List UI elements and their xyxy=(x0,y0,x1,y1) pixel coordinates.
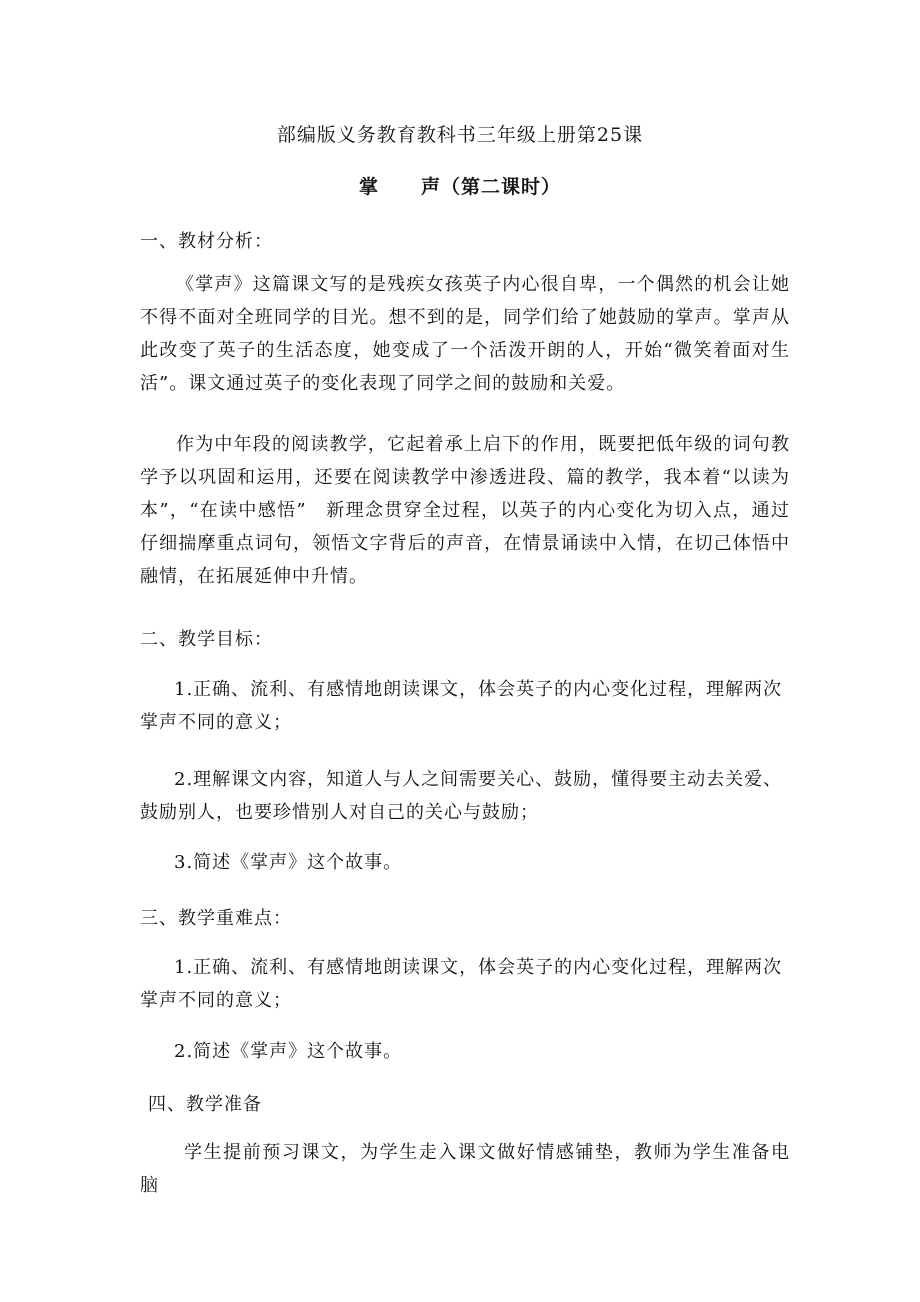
title-part-2: 声（第二课时） xyxy=(421,176,562,198)
analysis-paragraph-2: 作为中年段的阅读教学，它起着承上启下的作用，既要把低年级的词句教学予以巩固和运用，还要在阅读教学中渗透进段、篇的教学，我本着“以读为本”，“在读中感悟” 新理念贯穿全过程，以英子的内心变化为切入点，通过仔细揣摩重点词句，领悟文字背后的声音，在情景诵读中入情，在切己体悟中融情，在拓展延伸中升情。 xyxy=(140,434,790,587)
key-point-item-2: 2.简述《掌声》这个故事。 xyxy=(174,1041,403,1062)
section-heading-preparation: 四、教学准备 xyxy=(148,1094,262,1115)
objective-item-3: 3.简述《掌声》这个故事。 xyxy=(174,852,403,873)
objective-item-2: 2.理解课文内容，知道人与人之间需要关心、鼓励，懂得要主动去关爱、鼓励别人，也要珍惜别人对自己的关心与鼓励； xyxy=(140,769,783,823)
document-subtitle: 部编版义务教育教科书三年级上册第25课 xyxy=(276,124,644,146)
key-point-item-1: 1.正确、流利、有感情地朗读课文，体会英子的内心变化过程，理解两次掌声不同的意义； xyxy=(140,957,783,1011)
title-part-1: 掌 xyxy=(358,176,379,198)
section-heading-analysis: 一、教材分析： xyxy=(140,231,273,252)
objective-item-1: 1.正确、流利、有感情地朗读课文，体会英子的内心变化过程，理解两次掌声不同的意义； xyxy=(140,679,783,733)
preparation-paragraph-1: 学生提前预习课文，为学生走入课文做好情感铺垫，教师为学生准备电脑 xyxy=(140,1142,790,1196)
analysis-paragraph-1: 《掌声》这篇课文写的是残疾女孩英子内心很自卑，一个偶然的机会让她不得不面对全班同学的目光。想不到的是，同学们给了她鼓励的掌声。掌声从此改变了英子的生活态度，她变成了一个活泼开朗的人，开始“微笑着面对生活”。课文通过英子的变化表现了同学之间的鼓励和关爱。 xyxy=(140,274,790,394)
section-heading-key-points: 三、教学重难点： xyxy=(140,908,292,929)
section-heading-objectives: 二、教学目标： xyxy=(140,629,273,650)
document-title xyxy=(0,172,920,199)
